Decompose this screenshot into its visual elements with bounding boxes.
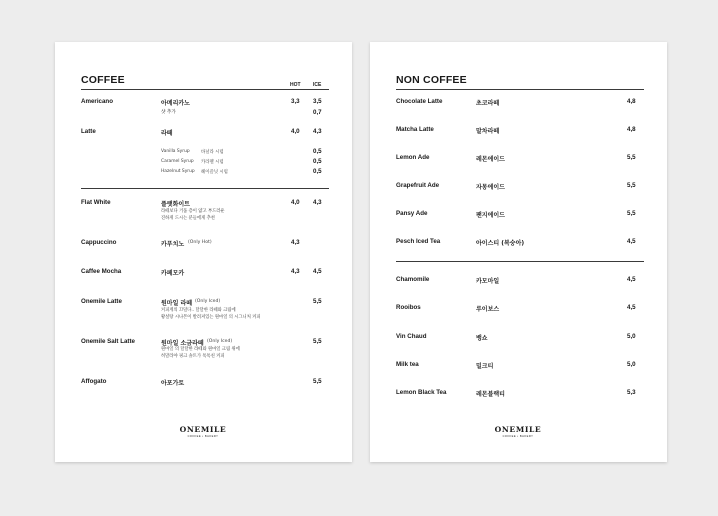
item-name-ko: 레몬에이드	[476, 156, 505, 163]
item-price: 5,5	[627, 154, 636, 161]
item-price: 4,5	[627, 304, 636, 311]
brand-name: ONEMILE	[179, 425, 227, 434]
ice-price: 5,5	[313, 298, 322, 305]
hot-price: 4,3	[291, 268, 300, 275]
item-description: 커피계의 끄덜다.. 달달한 라떼와 크림에	[161, 308, 236, 313]
item-name-ko: 카모마일	[476, 278, 500, 285]
item-name-ko: 라떼	[161, 130, 173, 137]
hot-price: 4,0	[291, 199, 300, 206]
item-name-ko: 카페모카	[161, 270, 185, 277]
item-name-ko: 밀크티	[476, 363, 494, 370]
syrup-name-ko: 헤이즐넛 시럽	[201, 170, 228, 175]
item-description: 진하게 드시는 분들에게 추천	[161, 216, 215, 221]
non-coffee-menu-page	[370, 42, 667, 462]
item-name-ko: 팬지에이드	[476, 212, 505, 219]
item-price: 5,5	[627, 210, 636, 217]
item-name-ko: 원마일 라떼	[161, 300, 193, 307]
item-description: 황설탕 시나몬이 발려져있는 원마일 의 시그니처 커피	[161, 315, 261, 320]
item-price: 4,8	[627, 98, 636, 105]
item-description: 라떼보다 거품 층이 얇고 부드러운	[161, 209, 225, 214]
non-coffee-section-title: NON COFFEE	[396, 74, 467, 86]
brand-name: ONEMILE	[494, 425, 542, 434]
item-name-ko: 아포가토	[161, 380, 185, 387]
item-name-en: Cappuccino	[81, 239, 117, 246]
onemile-logo	[478, 425, 558, 438]
syrup-price: 0,5	[313, 148, 322, 155]
syrup-name-en: Vanilla Syrup	[161, 149, 190, 154]
item-name-en: Rooibos	[396, 304, 421, 311]
item-name-ko: 레몬블랙티	[476, 391, 505, 398]
item-name-en: Caffee Mocha	[81, 268, 122, 275]
hot-price: 3,3	[291, 98, 300, 105]
item-name-en: Pesch Iced Tea	[396, 238, 441, 245]
brand-tagline: COFFEE • BAKERY	[187, 435, 219, 438]
item-name-en: Onemile Salt Latte	[81, 338, 135, 345]
item-name-ko: 아메리카노	[161, 100, 190, 107]
coffee-menu-page	[55, 42, 352, 462]
syrup-price: 0,5	[313, 168, 322, 175]
ice-price: 4,3	[313, 199, 322, 206]
syrup-name-en: Caramel Syrup	[161, 159, 194, 164]
ice-price: 3,5	[313, 98, 322, 105]
item-price: 4,8	[627, 126, 636, 133]
item-name-en: Onemile Latte	[81, 298, 122, 305]
shot-add-label: 샷 추가	[161, 110, 176, 115]
item-name-ko: 카푸치노	[161, 241, 185, 248]
item-name-ko: 플랫화이트	[161, 201, 190, 208]
item-name-en: Americano	[81, 98, 113, 105]
item-price: 5,5	[627, 182, 636, 189]
syrup-price: 0,5	[313, 158, 322, 165]
item-name-en: Lemon Black Tea	[396, 389, 447, 396]
item-price: 5,0	[627, 333, 636, 340]
coffee-section-title: COFFEE	[81, 74, 125, 86]
ice-price: 5,5	[313, 338, 322, 345]
ice-price: 4,3	[313, 128, 322, 135]
item-name-ko: 초코라떼	[476, 100, 500, 107]
syrup-name-ko: 바닐라 시럽	[201, 150, 224, 155]
hot-column-header: HOT	[290, 82, 301, 88]
item-name-ko: 자몽에이드	[476, 184, 505, 191]
ice-price: 5,5	[313, 378, 322, 385]
syrup-name-ko: 카라멜 시럽	[201, 160, 224, 165]
item-price: 4,5	[627, 238, 636, 245]
onemile-logo	[163, 425, 243, 438]
item-name-en: Pansy Ade	[396, 210, 428, 217]
shot-add-price: 0,7	[313, 109, 322, 116]
ice-price: 4,5	[313, 268, 322, 275]
hot-price: 4,0	[291, 128, 300, 135]
availability-note: (Only Iced)	[207, 339, 233, 344]
item-description: 히말라야 핑크 솔트가 톡톡친 커피	[161, 354, 225, 359]
item-description: 원마일 의 달달한 라떼와 원마일 크림 위에	[161, 347, 240, 352]
item-name-ko: 루이보스	[476, 306, 500, 313]
hot-price: 4,3	[291, 239, 300, 246]
coffee-section-divider	[81, 188, 329, 189]
availability-note: (Only Hot)	[188, 240, 212, 245]
brand-tagline: COFFEE • BAKERY	[502, 435, 534, 438]
syrup-name-en: Hazelnut Syrup	[161, 169, 195, 174]
item-name-en: Lemon Ade	[396, 154, 430, 161]
item-name-en: Latte	[81, 128, 96, 135]
item-name-en: Chamomile	[396, 276, 430, 283]
item-name-en: Milk tea	[396, 361, 419, 368]
coffee-header-divider	[81, 89, 329, 90]
item-name-en: Chocolate Latte	[396, 98, 443, 105]
item-name-en: Affogato	[81, 378, 107, 385]
item-name-en: Flat White	[81, 199, 111, 206]
item-name-en: Matcha Latte	[396, 126, 434, 133]
item-name-ko: 뱅쇼	[476, 335, 488, 342]
item-price: 5,0	[627, 361, 636, 368]
item-price: 4,5	[627, 276, 636, 283]
item-name-ko: 아이스티 (복숭아)	[476, 240, 525, 247]
item-name-en: Vin Chaud	[396, 333, 427, 340]
non-coffee-section-divider	[396, 261, 644, 262]
item-name-ko: 원마일 소금라떼	[161, 340, 204, 347]
ice-column-header: ICE	[313, 82, 322, 88]
item-name-en: Grapefruit Ade	[396, 182, 440, 189]
item-price: 5,3	[627, 389, 636, 396]
availability-note: (Only Iced)	[195, 299, 221, 304]
item-name-ko: 말차라떼	[476, 128, 500, 135]
non-coffee-header-divider	[396, 89, 644, 90]
